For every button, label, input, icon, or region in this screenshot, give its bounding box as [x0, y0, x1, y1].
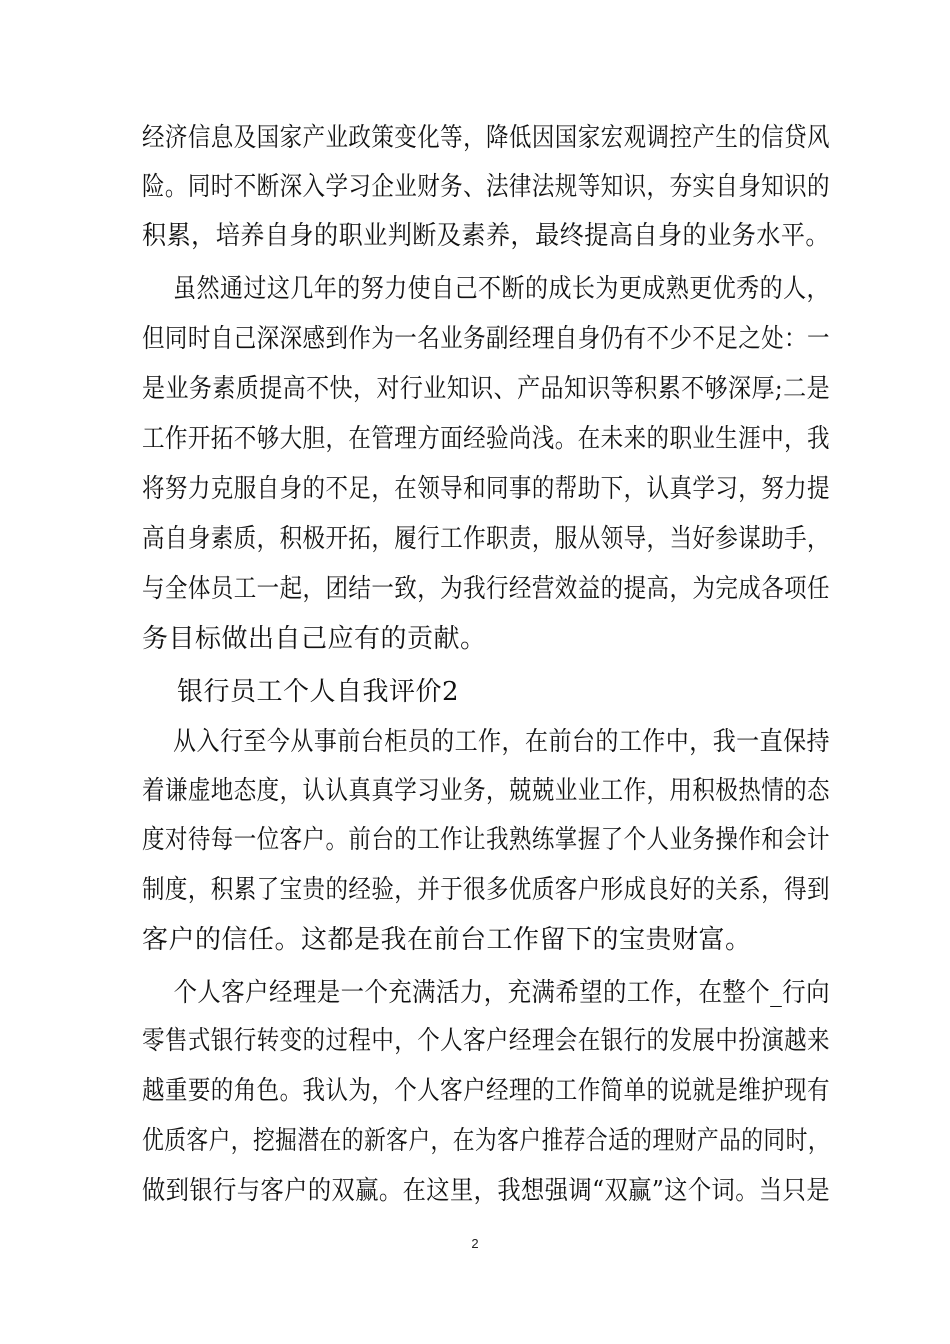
body-text-line: 但同时自己深深感到作为一名业务副经理自身仍有不少不足之处：一	[142, 324, 831, 354]
body-text-line: 度对待每一位客户。前台的工作让我熟练掌握了个人业务操作和会计	[142, 825, 831, 855]
body-text-line: 经济信息及国家产业政策变化等，降低因国家宏观调控产生的信贷风	[142, 123, 831, 153]
section-heading: 银行员工个人自我评价2	[142, 677, 460, 707]
body-text-line: 将努力克服自身的不足，在领导和同事的帮助下，认真学习，努力提	[142, 474, 831, 504]
body-text-line: 务目标做出自己应有的贡献。	[142, 624, 487, 654]
body-text-line: 客户的信任。这都是我在前台工作留下的宝贵财富。	[142, 925, 752, 955]
body-text-line: 是业务素质提高不快，对行业知识、产品知识等积累不够深厚;二是	[142, 374, 831, 404]
paragraph-start-line: 从入行至今从事前台柜员的工作，在前台的工作中，我一直保持	[142, 727, 831, 757]
page-number: 2	[471, 1236, 479, 1251]
body-text-line: 积累，培养自身的职业判断及素养，最终提高自身的业务水平。	[142, 221, 830, 251]
body-text-line: 工作开拓不够大胆，在管理方面经验尚浅。在未来的职业生涯中，我	[142, 424, 831, 454]
body-text-line: 优质客户，挖掘潜在的新客户，在为客户推荐合适的理财产品的同时，	[142, 1126, 831, 1156]
body-text-line: 与全体员工一起，团结一致，为我行经营效益的提高，为完成各项任	[142, 574, 831, 604]
body-text-line: 越重要的角色。我认为，个人客户经理的工作简单的说就是维护现有	[142, 1076, 831, 1106]
paragraph-start-line: 个人客户经理是一个充满活力，充满希望的工作，在整个_行向	[142, 978, 830, 1008]
body-text-line: 制度，积累了宝贵的经验，并于很多优质客户形成良好的关系，得到	[142, 875, 831, 905]
body-text-line: 零售式银行转变的过程中，个人客户经理会在银行的发展中扮演越来	[142, 1026, 831, 1056]
body-text-line: 着谦虚地态度，认认真真学习业务，兢兢业业工作，用积极热情的态	[142, 776, 831, 806]
body-text-line: 险。同时不断深入学习企业财务、法律法规等知识，夯实自身知识的	[142, 172, 831, 202]
paragraph-start-line: 虽然通过这几年的努力使自己不断的成长为更成熟更优秀的人，	[142, 274, 831, 304]
body-text-line: 高自身素质，积极开拓，履行工作职责，服从领导，当好参谋助手，	[142, 524, 831, 554]
body-text-line: 做到银行与客户的双赢。在这里，我想强调“双赢”这个词。当只是	[142, 1176, 831, 1206]
